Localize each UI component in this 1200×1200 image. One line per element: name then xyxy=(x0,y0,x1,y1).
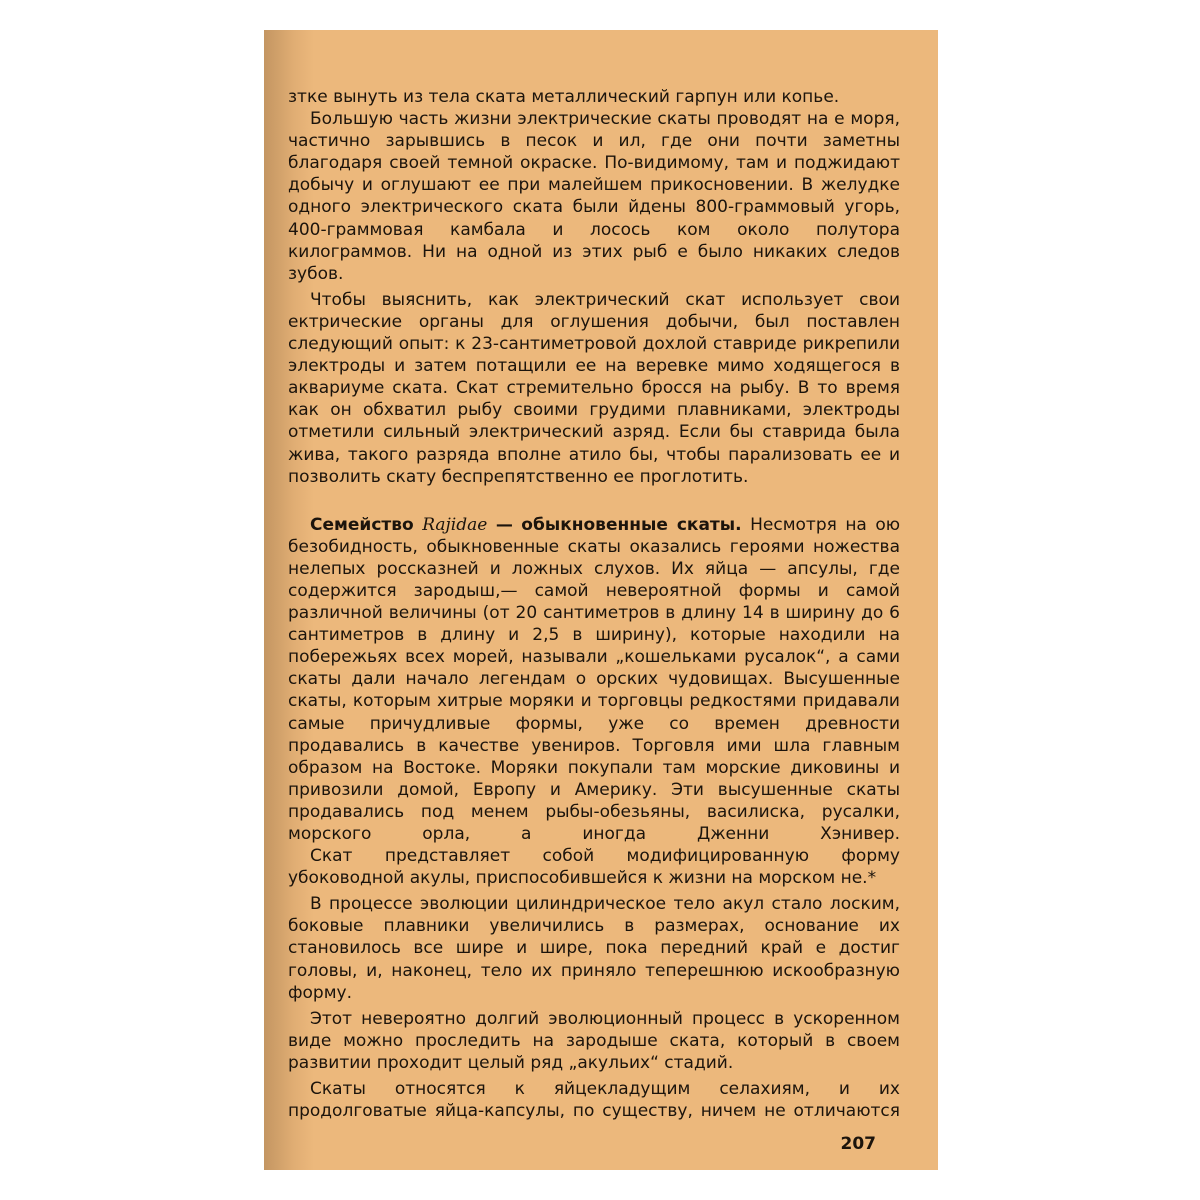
paragraph-rajidae-body: Несмотря на ою безобидность, обыкновенные скаты оказались героями ножества нелепых россказней и ложных слухов. Их яйца — апсулы, где содержится зародыш,— самой невероятной формы и самой различной величины (от 20 сантиметров в длину 14 в ширину до 6 сантиметров в длину и 2,5 в ширину), которые находили на побережьях всех морей, называли „кошельками русалок“, а сами скаты дали начало легендам о орских чудовищах. Высушенные скаты, которым хитрые моряки и торговцы редкостями придавали самые причудливые формы, уже со времен древности продавались в качестве увениров. Торговля ими шла главным образом на Востоке. Моряки покупали там морские диковины и привозили домой, Европу и Америку. Эти высушенные скаты продавались под менем рыбы-обезьяны, василиска, русалки, морского орла, а иногда Дженни Хэнивер. xyxy=(288,514,901,844)
paragraph-6: В процессе эволюции цилиндрическое тело акул стало лоским, боковые плавники увеличились в размерах, основание их становилось все шире и шире, пока передний край е достиг головы, и, наконец, тело их приняло теперешнюю искообразную форму. xyxy=(288,894,900,1003)
paragraph-2: Большую часть жизни электрические скаты проводят на е моря, частично зарывшись в песок и ил, где они почти заметны благодаря своей темной окраске. По-видимому, там и поджидают добычу и оглушают ее при малейшем прикосновении. В желудке одного электрического ската были йдены 800-граммовый угорь, 400-граммовая камбала и лосось ком около полутора килограммов. Ни на одной из этих рыб е было никаких следов зубов. xyxy=(288,109,900,284)
page-text xyxy=(288,86,900,1122)
paragraph-1: зтке вынуть из тела ската металлический гарпун или копье. xyxy=(288,87,840,107)
family-common-name: обыкновенные скаты. xyxy=(521,514,742,535)
paragraph-rajidae xyxy=(288,514,900,845)
paragraph-8: Скаты относятся к яйцекладущим селахиям, и их продолговатые яйца-капсулы, по существу, ничем не отличаются xyxy=(288,1079,900,1122)
paragraph-7: Этот невероятно долгий эволюционный процесс в ускоренном виде можно проследить на зародыше ската, который в своем развитии проходит целый ряд „акульих“ стадий. xyxy=(288,1008,900,1073)
family-latin-name: Rajidae xyxy=(422,514,488,535)
family-label: Семейство xyxy=(310,514,414,535)
book-page xyxy=(264,30,938,1170)
paragraph-5: Скат представляет собой модифицированную форму убоководной акулы, приспособившейся к жизни на морском не.* xyxy=(288,846,900,889)
paragraph-3: Чтобы выяснить, как электрический скат использует свои ектрические органы для оглушения добычи, был поставлен следующий опыт: к 23-сантиметровой дохлой ставриде рикрепили электроды и затем потащили ее на веревке мимо ходящегося в аквариуме ската. Скат стремительно бросся на рыбу. В то время как он обхватил рыбу своими грудими плавниками, электроды отметили сильный электрический азряд. Если бы ставрида была жива, такого разряда вполне атило бы, чтобы парализовать ее и позволить скату беспрепятственно ее проглотить. xyxy=(288,289,900,487)
heading-dash: — xyxy=(495,514,513,535)
page-number: 207 xyxy=(840,1134,876,1154)
